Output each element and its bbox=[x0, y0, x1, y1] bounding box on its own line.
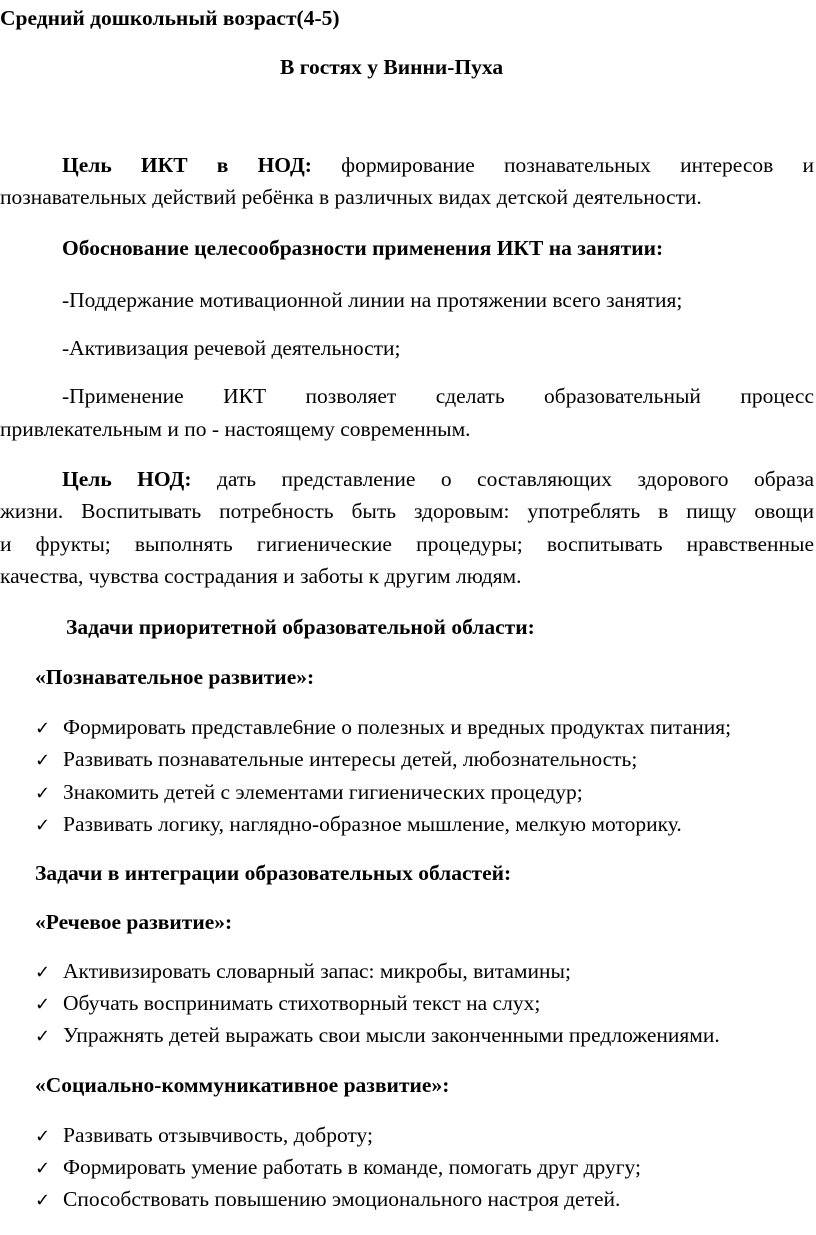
social-area-heading: «Социально-коммуникативное развитие»: bbox=[35, 1073, 450, 1097]
checkmark-icon: ✓ bbox=[35, 1026, 51, 1047]
speech-area-heading: «Речевое развитие»: bbox=[35, 910, 233, 934]
nod-goal-label: Цель НОД: bbox=[62, 467, 192, 491]
checkmark-icon: ✓ bbox=[35, 1190, 51, 1211]
ict-goal-label: Цель ИКТ в НОД: bbox=[62, 153, 312, 177]
justification-heading: Обоснование целесообразности применения ИКТ на занятии: bbox=[62, 236, 664, 260]
nod-goal-line-2: жизни. Воспитывать потребность быть здоровым: употреблять в пищу овощи bbox=[0, 499, 814, 523]
checkmark-icon: ✓ bbox=[35, 1158, 51, 1179]
nod-goal-line-1 bbox=[62, 469, 814, 491]
ict-goal-text-1: формирование познавательных интересов и bbox=[341, 153, 814, 177]
list-item: ✓ Активизировать словарный запас: микробы, витамины; bbox=[35, 959, 571, 983]
priority-tasks-heading: Задачи приоритетной образовательной области: bbox=[66, 615, 535, 639]
checkmark-icon: ✓ bbox=[35, 962, 51, 983]
checkmark-icon: ✓ bbox=[35, 750, 51, 771]
checkmark-icon: ✓ bbox=[35, 994, 51, 1015]
integration-tasks-heading: Задачи в интеграции образовательных областей: bbox=[35, 861, 512, 885]
nod-goal-line-3: и фрукты; выполнять гигиенические процедуры; воспитывать нравственные bbox=[0, 532, 814, 556]
list-item: ✓ Знакомить детей с элементами гигиенических процедур; bbox=[35, 780, 583, 804]
nod-goal-text-1: дать представление о составляющих здорового образа bbox=[216, 467, 814, 491]
checkmark-icon: ✓ bbox=[35, 783, 51, 804]
list-item: ✓ Способствовать повышению эмоционального настроя детей. bbox=[35, 1187, 621, 1211]
justification-item-3-line-1: -Применение ИКТ позволяет сделать образовательный процесс bbox=[62, 384, 814, 408]
document-title: В гостях у Винни-Пуха bbox=[280, 55, 504, 79]
list-item: ✓ Развивать отзывчивость, доброту; bbox=[35, 1123, 373, 1147]
list-item: ✓ Формировать умение работать в команде, помогать друг другу; bbox=[35, 1155, 641, 1179]
ict-goal-line-1 bbox=[62, 155, 814, 177]
list-item: ✓ Упражнять детей выражать свои мысли законченными предложениями. bbox=[35, 1023, 720, 1047]
cognitive-area-heading: «Познавательное развитие»: bbox=[35, 665, 315, 689]
list-item: ✓ Обучать воспринимать стихотворный текст на слух; bbox=[35, 991, 541, 1015]
ict-goal-line-2: познавательных действий ребёнка в различных видах детской деятельности. bbox=[0, 185, 702, 209]
list-item: ✓ Формировать представле6ние о полезных и вредных продуктах питания; bbox=[35, 715, 732, 739]
list-item: ✓ Развивать познавательные интересы детей, любознательность; bbox=[35, 747, 638, 771]
nod-goal-line-4: качества, чувства сострадания и заботы к другим людям. bbox=[0, 564, 522, 588]
checkmark-icon: ✓ bbox=[35, 815, 51, 836]
justification-item-1: -Поддержание мотивационной линии на протяжении всего занятия; bbox=[62, 288, 683, 312]
list-item: ✓ Развивать логику, наглядно-образное мышление, мелкую моторику. bbox=[35, 812, 682, 836]
checkmark-icon: ✓ bbox=[35, 718, 51, 739]
justification-item-3-line-2: привлекательным и по - настоящему современным. bbox=[0, 417, 471, 441]
justification-item-2: -Активизация речевой деятельности; bbox=[62, 336, 401, 360]
document-header: Средний дошкольный возраст(4-5) bbox=[0, 6, 340, 30]
checkmark-icon: ✓ bbox=[35, 1126, 51, 1147]
